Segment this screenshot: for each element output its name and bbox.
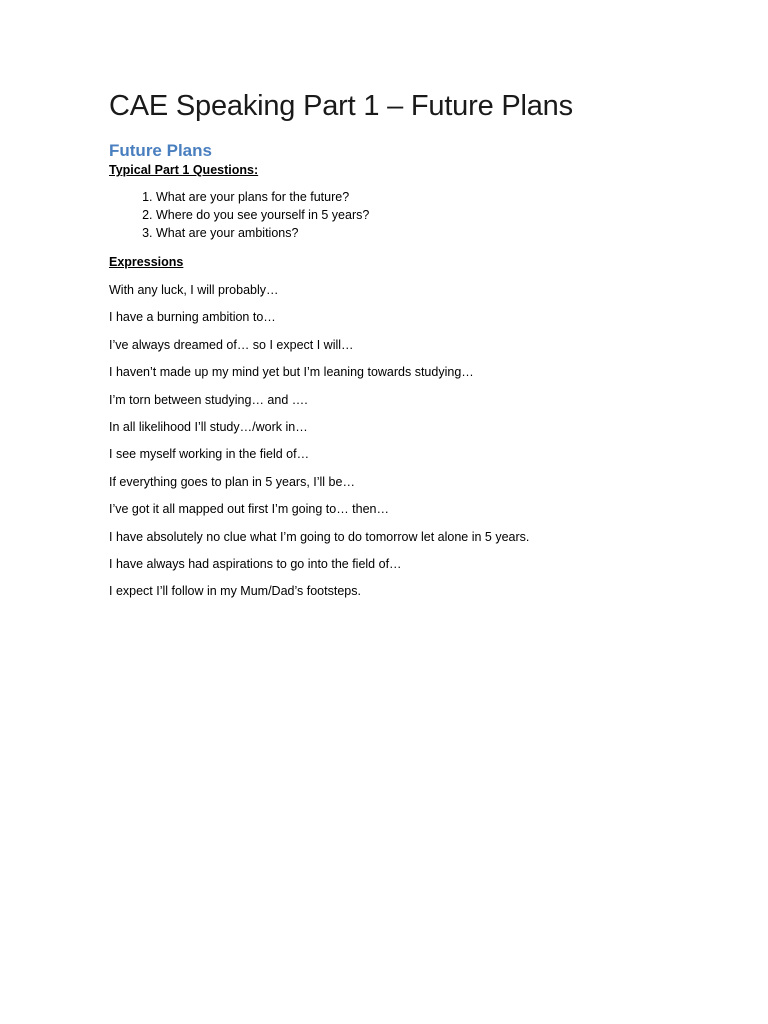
expression-item: I’ve always dreamed of… so I expect I will… [109, 337, 354, 352]
expression-item: I’ve got it all mapped out first I’m going to… then… [109, 502, 389, 517]
expression-item: I have a burning ambition to… [109, 310, 276, 325]
expressions-heading: Expressions [109, 255, 184, 269]
question-item: 3. What are your ambitions? [156, 224, 669, 242]
expression-item: I expect I’ll follow in my Mum/Dad’s footsteps. [109, 584, 361, 599]
question-item: 1. What are your plans for the future? [156, 188, 669, 206]
expression-item: If everything goes to plan in 5 years, I’ll be… [109, 474, 355, 489]
expression-item: I haven’t made up my mind yet but I’m leaning towards studying… [109, 365, 474, 380]
expression-item: I have always had aspirations to go into the field of… [109, 556, 402, 571]
questions-list [109, 188, 669, 242]
page-title: CAE Speaking Part 1 – Future Plans [109, 90, 573, 122]
expression-item: I’m torn between studying… and …. [109, 392, 308, 407]
expression-item: In all likelihood I’ll study…/work in… [109, 419, 308, 434]
expression-item: With any luck, I will probably… [109, 283, 279, 297]
expression-item: I have absolutely no clue what I’m going to do tomorrow let alone in 5 years. [109, 529, 530, 544]
document-content [109, 86, 669, 599]
section-subtitle: Future Plans [109, 141, 212, 160]
expression-item: I see myself working in the field of… [109, 447, 310, 462]
expressions-list [109, 282, 669, 599]
question-item: 2. Where do you see yourself in 5 years? [156, 206, 669, 224]
questions-heading: Typical Part 1 Questions: [109, 163, 259, 177]
